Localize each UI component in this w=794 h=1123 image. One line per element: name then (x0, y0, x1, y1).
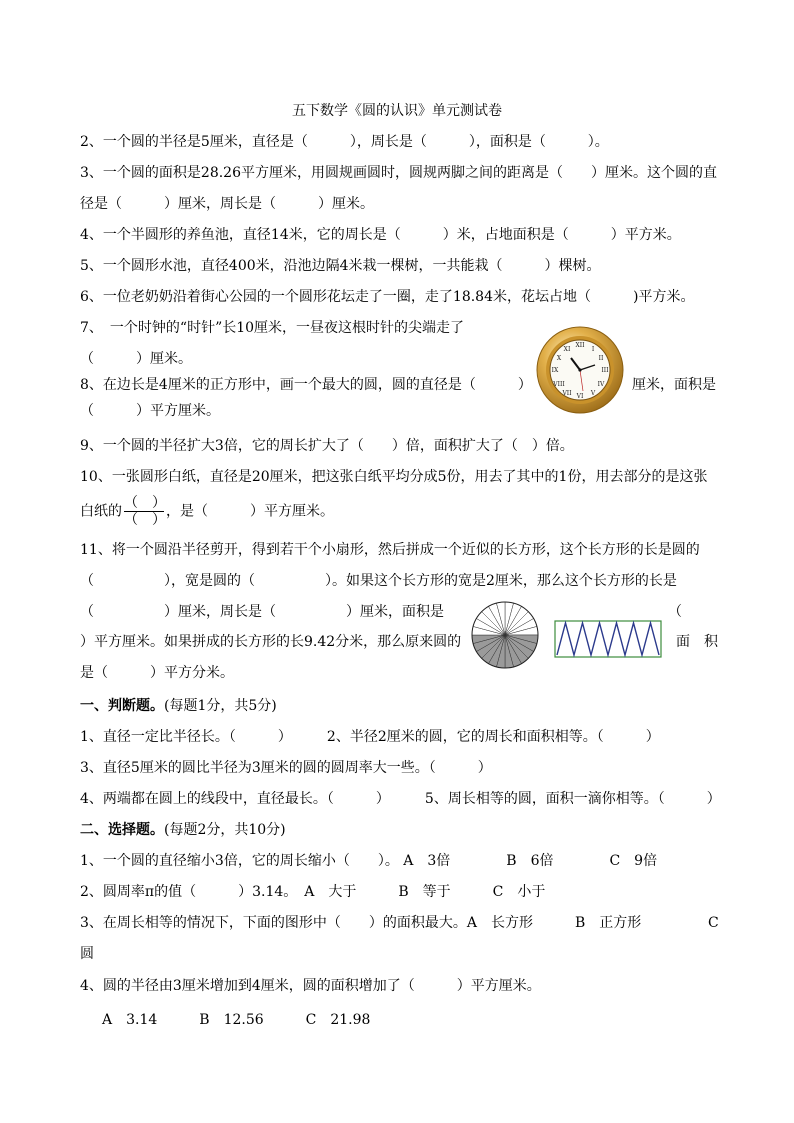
fraction-denominator: （ ） (124, 512, 166, 528)
q4: 4、一个半圆形的养鱼池，直径14米，它的周长是（ ）米，占地面积是（ ）平方米。 (80, 227, 681, 243)
clock-icon (535, 325, 625, 415)
page-title: 五下数学《圆的认识》单元测试卷 (292, 103, 502, 119)
svg-text:I: I (591, 346, 595, 353)
s2-q4-options: A 3.14 B 12.56 C 21.98 (102, 1012, 371, 1028)
svg-text:VI: VI (576, 393, 584, 400)
svg-text:XI: XI (563, 346, 571, 353)
sectored-circle-figure (470, 600, 540, 670)
svg-text:IX: IX (551, 367, 559, 374)
section2-note: (每题2分，共10分) (164, 822, 286, 838)
svg-text:III: III (601, 367, 609, 374)
svg-text:V: V (590, 390, 596, 397)
s2-q3-option-c-text: 圆 (80, 946, 94, 962)
section2-heading (80, 821, 286, 839)
q11-line4-tail: 面 积 (676, 634, 718, 650)
rearranged-rectangle-figure (554, 620, 662, 658)
s2-q4: 4、圆的半径由3厘米增加到4厘米，圆的面积增加了（ ）平方厘米。 (80, 978, 541, 994)
s2-q3-option-c: C (708, 915, 719, 931)
q10-frac-prefix: 白纸的 (80, 503, 122, 520)
q2: 2、一个圆的半径是5厘米，直径是（ ），周长是（ ），面积是（ ）。 (80, 134, 609, 150)
svg-text:XII: XII (575, 342, 585, 349)
q11-line1: 11、将一个圆沿半径剪开，得到若干个小扇形，然后拼成一个近似的长方形，这个长方形的长是圆的 (80, 542, 700, 558)
q11-line3: （ ）厘米，周长是（ ）厘米，面积是 (80, 604, 444, 620)
s1-q1-q2: 1、直径一定比半径长。（ ） 2、半径2厘米的圆，它的周长和面积相等。（ ） (80, 729, 660, 745)
s2-q2: 2、圆周率π的值（ ）3.14。 A 大于 B 等于 C 小于 (80, 884, 546, 900)
s1-q3: 3、直径5厘米的圆比半径为3厘米的圆的圆周率大一些。（ ） (80, 760, 492, 776)
q10-line2 (80, 495, 334, 528)
q5: 5、一个圆形水池，直径400米，沿池边隔4米栽一棵树，一共能栽（ ）棵树。 (80, 258, 601, 274)
s1-q4-q5: 4、两端都在圆上的线段中，直径最长。（ ） 5、周长相等的圆，面积一滴你相等。（ ） (80, 791, 721, 807)
q9: 9、一个圆的半径扩大3倍，它的周长扩大了（ ）倍，面积扩大了（ ）倍。 (80, 438, 574, 454)
q7-line2: （ ）厘米。 (80, 351, 192, 367)
q10-line1: 10、一张圆形白纸，直径是20厘米，把这张白纸平均分成5份，用去了其中的1份，用去部分的是这张 (80, 469, 708, 485)
section1-title: 一、判断题。 (80, 698, 164, 714)
fraction (124, 495, 164, 528)
q8-line1-tail: 厘米，面积是 (632, 377, 716, 393)
fraction-numerator: （ ） (124, 495, 166, 511)
q3-line1: 3、一个圆的面积是28.26平方厘米，用圆规画圆时，圆规两脚之间的距离是（ ）厘米。这个圆的直 (80, 165, 717, 181)
q7-line1: 7、 一个时钟的“时针”长10厘米，一昼夜这根时针的尖端走了 (80, 320, 465, 336)
s2-q1: 1、一个圆的直径缩小3倍，它的周长缩小（ ）。 A 3倍 B 6倍 C 9倍 (80, 853, 658, 869)
section2-title: 二、选择题。 (80, 822, 164, 838)
q6: 6、一位老奶奶沿着街心公园的一个圆形花坛走了一圈，走了18.84米，花坛占地（ )平方米。 (80, 289, 695, 305)
svg-text:X: X (556, 355, 562, 362)
svg-text:II: II (598, 355, 604, 362)
q8-line1: 8、在边长是4厘米的正方形中，画一个最大的圆，圆的直径是（ ） (80, 377, 532, 393)
q11-line2: （ ），宽是圆的（ ）。如果这个长方形的宽是2厘米，那么这个长方形的长是 (80, 573, 677, 589)
svg-text:VIII: VIII (553, 381, 565, 388)
q11-line3-tail: （ (668, 604, 682, 620)
q3-line2: 径是（ ）厘米，周长是（ ）厘米。 (80, 196, 374, 212)
q11-line5: 是（ ）平方分米。 (80, 665, 234, 681)
q11-line4: ）平方厘米。如果拼成的长方形的长9.42分米，那么原来圆的 (80, 634, 462, 650)
section1-note: (每题1分，共5分) (164, 698, 277, 714)
svg-text:IV: IV (597, 381, 605, 388)
svg-text:VII: VII (562, 390, 572, 397)
section1-heading (80, 697, 277, 715)
q8-line2: （ ）平方厘米。 (80, 403, 220, 419)
s2-q3: 3、在周长相等的情况下，下面的图形中（ ）的面积最大。A 长方形 B 正方形 (80, 915, 642, 931)
q10-frac-suffix: ，是（ ）平方厘米。 (166, 503, 334, 520)
